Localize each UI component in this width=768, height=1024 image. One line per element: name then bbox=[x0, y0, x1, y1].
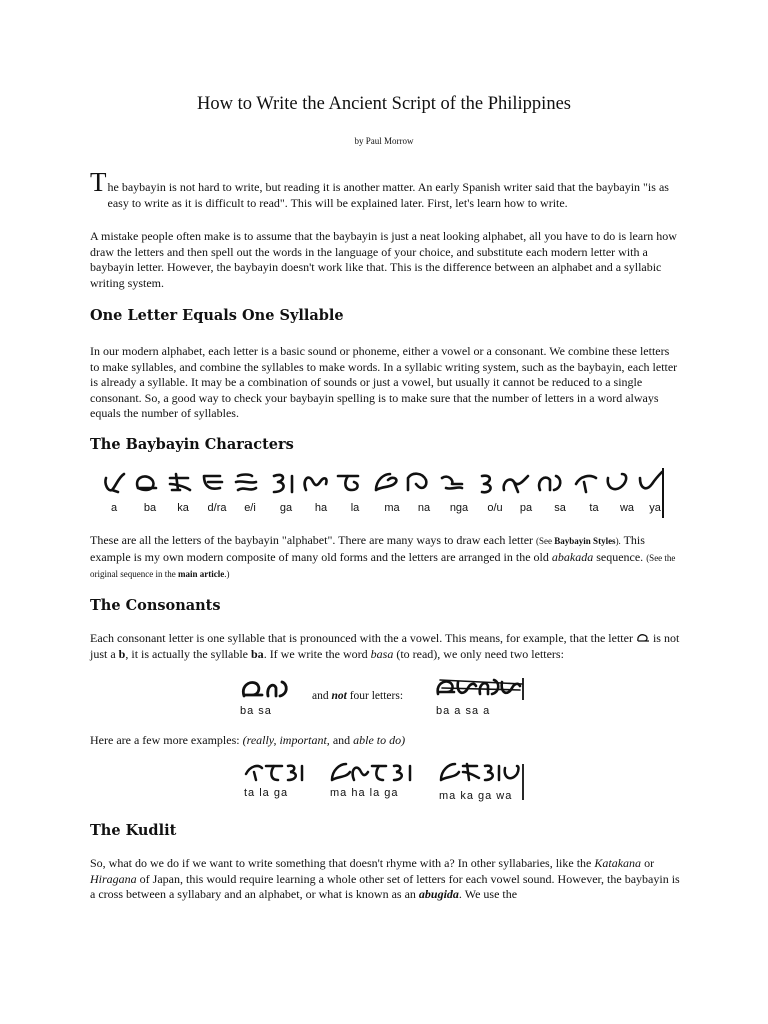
syllable-ba: ba bbox=[251, 646, 264, 661]
example-mahalaga bbox=[330, 762, 422, 799]
glyph-ei bbox=[236, 475, 256, 491]
note: .) bbox=[224, 569, 230, 579]
talaga-syllables: ta la ga bbox=[244, 787, 289, 799]
paragraph-kudlit bbox=[90, 856, 680, 903]
note: (See the original sequence in the bbox=[90, 552, 676, 579]
text: This example is my own modern composite of many old forms and the letters are arranged in the old bbox=[90, 533, 645, 564]
note: (See bbox=[536, 536, 555, 546]
char-label: ka bbox=[177, 502, 189, 514]
glyph-ba bbox=[137, 476, 156, 490]
glyph-ya bbox=[640, 472, 662, 488]
char-label: e/i bbox=[244, 502, 256, 514]
example-four-letters bbox=[436, 676, 528, 717]
paragraph-syllables: In our modern alphabet, each letter is a basic sound or phoneme, either a vowel or a consonant. We combine these letters to make syllables, and combine the syllables to make words. In a syllabic writing system, such as the baybayin, each letter is already a syllable. It may be a combination of sounds or just a vowel, but usually it cannot be reduced to a single consonant. So, a good way to check your baybayin spelling is to make sure that the number of letters in a word always equals the number of syllables. bbox=[90, 344, 678, 420]
heading-one-letter: One Letter Equals One Syllable bbox=[90, 307, 344, 324]
glyph-la bbox=[338, 476, 358, 490]
word-basa: basa bbox=[370, 646, 394, 661]
abakada-term: abakada bbox=[551, 549, 594, 564]
byline: by Paul Morrow bbox=[354, 136, 414, 146]
page-title: How to Write the Ancient Script of the Philippines bbox=[196, 94, 571, 114]
glyph-ka bbox=[170, 474, 190, 490]
baybayin-character-chart bbox=[100, 468, 670, 523]
char-label: na bbox=[417, 502, 431, 514]
not-emphasis: not bbox=[331, 690, 347, 702]
glyph-ga bbox=[274, 475, 292, 492]
ba-glyph-inline-icon bbox=[636, 633, 650, 643]
char-label: wa bbox=[619, 502, 635, 514]
example-not-four bbox=[312, 690, 403, 702]
char-label: nga bbox=[449, 502, 469, 514]
basa-glyphs bbox=[240, 678, 292, 700]
mahalaga-glyphs bbox=[330, 762, 422, 782]
basa-syllables: ba sa bbox=[240, 705, 272, 717]
four-letters-glyphs bbox=[436, 676, 526, 700]
text: . We use the bbox=[458, 887, 518, 901]
text-italic: (really, important, bbox=[242, 733, 330, 747]
glyph-ma bbox=[376, 474, 396, 490]
text: and bbox=[312, 690, 332, 702]
char-label: ta bbox=[589, 502, 599, 514]
note: ). bbox=[615, 536, 621, 546]
makagawa-syllables: ma ka ga wa bbox=[439, 790, 513, 802]
char-label: pa bbox=[519, 502, 533, 514]
glyph-pa bbox=[504, 476, 528, 492]
letter-b: b bbox=[118, 646, 126, 661]
intro-text: he baybayin is not hard to write, but reading it is another matter. An early Spanish writer said that the baybayin "is as easy to write as it is difficult to read". This will be explained later. First, let's learn how to write. bbox=[107, 180, 669, 210]
glyph-ha bbox=[305, 478, 327, 490]
char-label: o/u bbox=[487, 502, 503, 514]
text: or bbox=[641, 856, 655, 870]
heading-characters: The Baybayin Characters bbox=[90, 436, 294, 453]
char-label: ha bbox=[314, 502, 328, 514]
text: , it is actually the syllable bbox=[125, 646, 251, 661]
char-label: a bbox=[110, 502, 118, 514]
main-article-link[interactable]: main article bbox=[177, 569, 225, 579]
intro-paragraph bbox=[90, 167, 680, 210]
char-label: d/ra bbox=[207, 502, 227, 514]
glyph-sa bbox=[539, 476, 560, 490]
talaga-glyphs bbox=[244, 762, 306, 782]
char-label: la bbox=[350, 502, 360, 514]
text: . If we write the word bbox=[263, 646, 371, 661]
text: sequence. bbox=[593, 549, 647, 564]
paragraph-alphabet bbox=[90, 533, 680, 583]
char-label: ba bbox=[143, 502, 157, 514]
mahalaga-syllables: ma ha la ga bbox=[330, 787, 399, 799]
text: These are all the letters of the baybayin "alphabet". There are many ways to draw each letter bbox=[90, 533, 537, 547]
glyph-dra bbox=[204, 476, 222, 489]
glyph-nga bbox=[442, 477, 462, 489]
four-letters-syllables: ba a sa a bbox=[436, 705, 491, 717]
glyph-a bbox=[105, 474, 124, 492]
text: and bbox=[329, 733, 354, 747]
char-label: sa bbox=[554, 502, 566, 514]
hiragana-term: Hiragana bbox=[90, 871, 137, 886]
abugida-term: abugida bbox=[418, 887, 459, 901]
text-italic: able to do) bbox=[353, 733, 406, 747]
glyph-wa bbox=[608, 474, 626, 489]
text: is not just a bbox=[90, 631, 680, 661]
baybayin-glyphs bbox=[100, 470, 670, 498]
text: Each consonant letter is one syllable that is pronounced with the a vowel. This means, for example, that the letter bbox=[90, 631, 636, 645]
glyph-ou bbox=[482, 476, 491, 493]
heading-kudlit: The Kudlit bbox=[90, 822, 177, 839]
katakana-term: Katakana bbox=[594, 856, 642, 870]
text: So, what do we do if we want to write something that doesn't rhyme with a? In other syllabaries, like the bbox=[90, 856, 595, 870]
text: of Japan, this would require learning a whole other set of letters for each vowel sound. However, the baybayin is a cross between a syllabary and an alphabet, or what is known as an bbox=[90, 871, 680, 901]
text: Here are a few more examples: bbox=[90, 733, 243, 747]
char-label: ma bbox=[384, 502, 400, 514]
text: (to read), we only need two letters: bbox=[393, 646, 564, 661]
glyph-ta bbox=[576, 476, 596, 492]
char-label: ga bbox=[279, 502, 293, 514]
baybayin-styles-link[interactable]: Baybayin Styles bbox=[554, 536, 616, 546]
text: four letters: bbox=[346, 690, 404, 702]
example-basa bbox=[240, 678, 300, 717]
glyph-na bbox=[408, 474, 426, 490]
paragraph-consonants bbox=[90, 631, 680, 662]
example-talaga bbox=[244, 762, 306, 799]
char-label: ya bbox=[649, 502, 661, 514]
paragraph-examples bbox=[90, 733, 680, 749]
paragraph-mistake: A mistake people often make is to assume that the baybayin is just a neat looking alphabet, all you have to do is learn how draw the letters and then spell out the words in the language of your choice, and substitute each modern letter with a baybayin letter. However, the baybayin doesn't work like that. This is the difference between an alphabet and a syllabic writing system. bbox=[90, 229, 677, 290]
heading-consonants: The Consonants bbox=[90, 597, 221, 614]
drop-cap: T bbox=[90, 167, 107, 197]
